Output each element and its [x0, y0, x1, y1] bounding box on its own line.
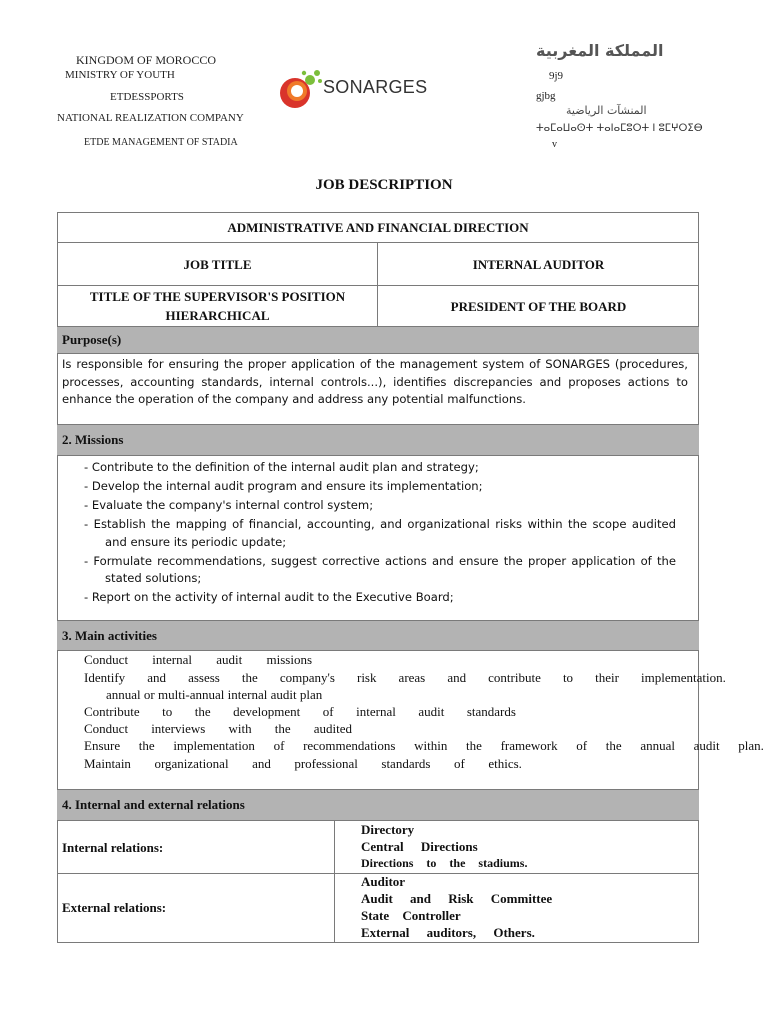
activity-word: standards	[381, 756, 431, 771]
activity-word: and	[147, 670, 166, 685]
activity-item	[84, 669, 726, 686]
activity-word: company's	[279, 670, 335, 685]
activity-word: risk	[356, 670, 377, 685]
activity-word: the	[605, 738, 622, 753]
supervisor-value: PRESIDENT OF THE BOARD	[450, 298, 627, 314]
activity-word: Conduct	[84, 721, 129, 736]
mission-item: - Develop the internal audit program and ensure its implementation;	[84, 479, 483, 493]
header-left-line-2: MINISTRY OF YOUTH	[65, 69, 175, 81]
activity-word: internal	[152, 652, 193, 667]
activity-word: their	[595, 670, 619, 685]
activity-word: standards	[466, 704, 516, 719]
header-left-line-5: ETDE MANAGEMENT OF STADIA	[84, 137, 238, 148]
sonarges-logo-icon	[276, 66, 324, 114]
activity-word: Identify	[84, 670, 126, 685]
activity-word: and	[447, 670, 467, 685]
activity-word: internal	[356, 704, 396, 719]
purpose-text: Is responsible for ensuring the proper application of the management system of SONARGES (procedures, processes, accounting standards, internal controls...), identifies discrepancies and proposes actions to enhance the operation of the company and address any potential malfunctions.	[62, 357, 688, 406]
missions-heading: 2. Missions	[57, 424, 699, 456]
activity-word: audit	[693, 738, 720, 753]
activity-word: missions	[266, 652, 312, 667]
mission-item: - Evaluate the company's internal control system;	[84, 498, 374, 512]
supervisor-label-line-2: HIERARCHICAL	[165, 308, 270, 323]
purpose-heading: Purpose(s)	[57, 326, 699, 354]
header-left-line-3: ETDESSPORTS	[110, 91, 184, 103]
activities-heading: 3. Main activities	[57, 620, 699, 651]
external-relation-item: External auditors, Others.	[361, 925, 535, 940]
activity-word: recommendations	[303, 738, 396, 753]
internal-relations-label: Internal relations:	[62, 840, 164, 855]
activity-word: organizational	[154, 756, 229, 771]
activity-word: to	[562, 670, 574, 685]
activity-word: interviews	[151, 721, 206, 736]
activity-word: implementation.	[641, 670, 726, 685]
activity-word: Conduct	[84, 652, 129, 667]
activity-word: the	[274, 721, 291, 736]
activity-word: Ensure	[84, 738, 121, 753]
activity-word: implementation	[173, 738, 255, 753]
internal-relation-item: Directions to the stadiums.	[361, 856, 528, 870]
activity-word: the	[138, 738, 155, 753]
header-left-line-4: NATIONAL REALIZATION COMPANY	[57, 112, 244, 124]
job-title-label: JOB TITLE	[183, 256, 252, 272]
mission-item: - Formulate recommendations, suggest corrective actions and ensure the proper application of the stated solutions;	[84, 553, 676, 585]
activity-word: Contribute	[84, 704, 140, 719]
activity-word: within	[414, 738, 448, 753]
header-arabic-title: المملكة المغربية	[536, 41, 664, 60]
activity-item	[84, 651, 312, 668]
activity-word: of	[273, 738, 285, 753]
internal-relation-item: Directory	[361, 822, 415, 837]
activity-word: contribute	[488, 670, 541, 685]
activity-word: of	[576, 738, 588, 753]
activity-word: with	[228, 721, 252, 736]
header-code-1: 9j9	[549, 70, 564, 82]
external-relation-item: State Controller	[361, 908, 461, 923]
activity-word: framework	[500, 738, 558, 753]
header-left-line-1: KINGDOM OF MOROCCO	[76, 53, 217, 67]
internal-relations-list	[361, 821, 527, 872]
external-relations-label: External relations:	[62, 900, 167, 915]
external-relation-item: Audit and Risk Committee	[361, 891, 553, 906]
activity-word: of	[454, 756, 465, 771]
activity-item	[84, 703, 516, 720]
activity-word: Maintain	[84, 756, 131, 771]
activity-word: assess	[188, 670, 220, 685]
activity-word: annual	[640, 738, 675, 753]
mission-item: - Establish the mapping of financial, accounting, and organizational risks within the scope audited and ensure its periodic update;	[84, 517, 676, 549]
direction-cell: ADMINISTRATIVE AND FINANCIAL DIRECTION	[227, 219, 529, 235]
activity-item	[84, 755, 522, 772]
activity-word: to	[162, 704, 173, 719]
activity-word: of	[322, 704, 334, 719]
activity-word: development	[233, 704, 301, 719]
external-relations-list	[361, 873, 552, 941]
activity-word: audit	[216, 652, 243, 667]
header-small-v: v	[552, 139, 557, 150]
supervisor-label-line-1: TITLE OF THE SUPERVISOR'S POSITION	[89, 289, 346, 304]
activity-item	[84, 720, 352, 737]
activity-word: audit	[418, 704, 445, 719]
missions-list	[84, 459, 676, 608]
activity-word: the	[466, 738, 482, 753]
activity-word: plan.	[738, 738, 764, 753]
activity-word: ethics.	[488, 756, 522, 771]
header-arabic-sub: المنشآت الرياضية	[566, 104, 647, 117]
header-code-2: gjbg	[536, 90, 556, 102]
mission-item: - Report on the activity of internal audit to the Executive Board;	[84, 590, 454, 604]
activity-item	[84, 737, 764, 754]
supervisor-label	[57, 286, 378, 326]
activity-item: annual or multi-annual internal audit plan	[106, 687, 323, 702]
header-tifinagh: ⵜⴰⵎⴰⵡⴰⵙⵜ ⵜⴰⵏⴰⵎⵓⵔⵜ ⵏ ⵓⵎⵖⵔⵉⴱ	[536, 123, 703, 134]
relations-heading: 4. Internal and external relations	[57, 789, 699, 821]
logo-text: SONARGES	[323, 77, 428, 97]
activity-word: the	[194, 704, 211, 719]
activity-word: the	[241, 670, 258, 685]
mission-item: - Contribute to the definition of the internal audit plan and strategy;	[84, 460, 479, 474]
activity-word: areas	[398, 670, 426, 685]
job-title-value: INTERNAL AUDITOR	[472, 256, 605, 272]
activity-word: audited	[313, 721, 352, 736]
external-relation-item: Auditor	[361, 874, 406, 889]
document-title: JOB DESCRIPTION	[315, 177, 453, 193]
activity-word: professional	[294, 756, 358, 771]
internal-relation-item: Central Directions	[361, 839, 478, 854]
activity-word: and	[252, 756, 271, 771]
